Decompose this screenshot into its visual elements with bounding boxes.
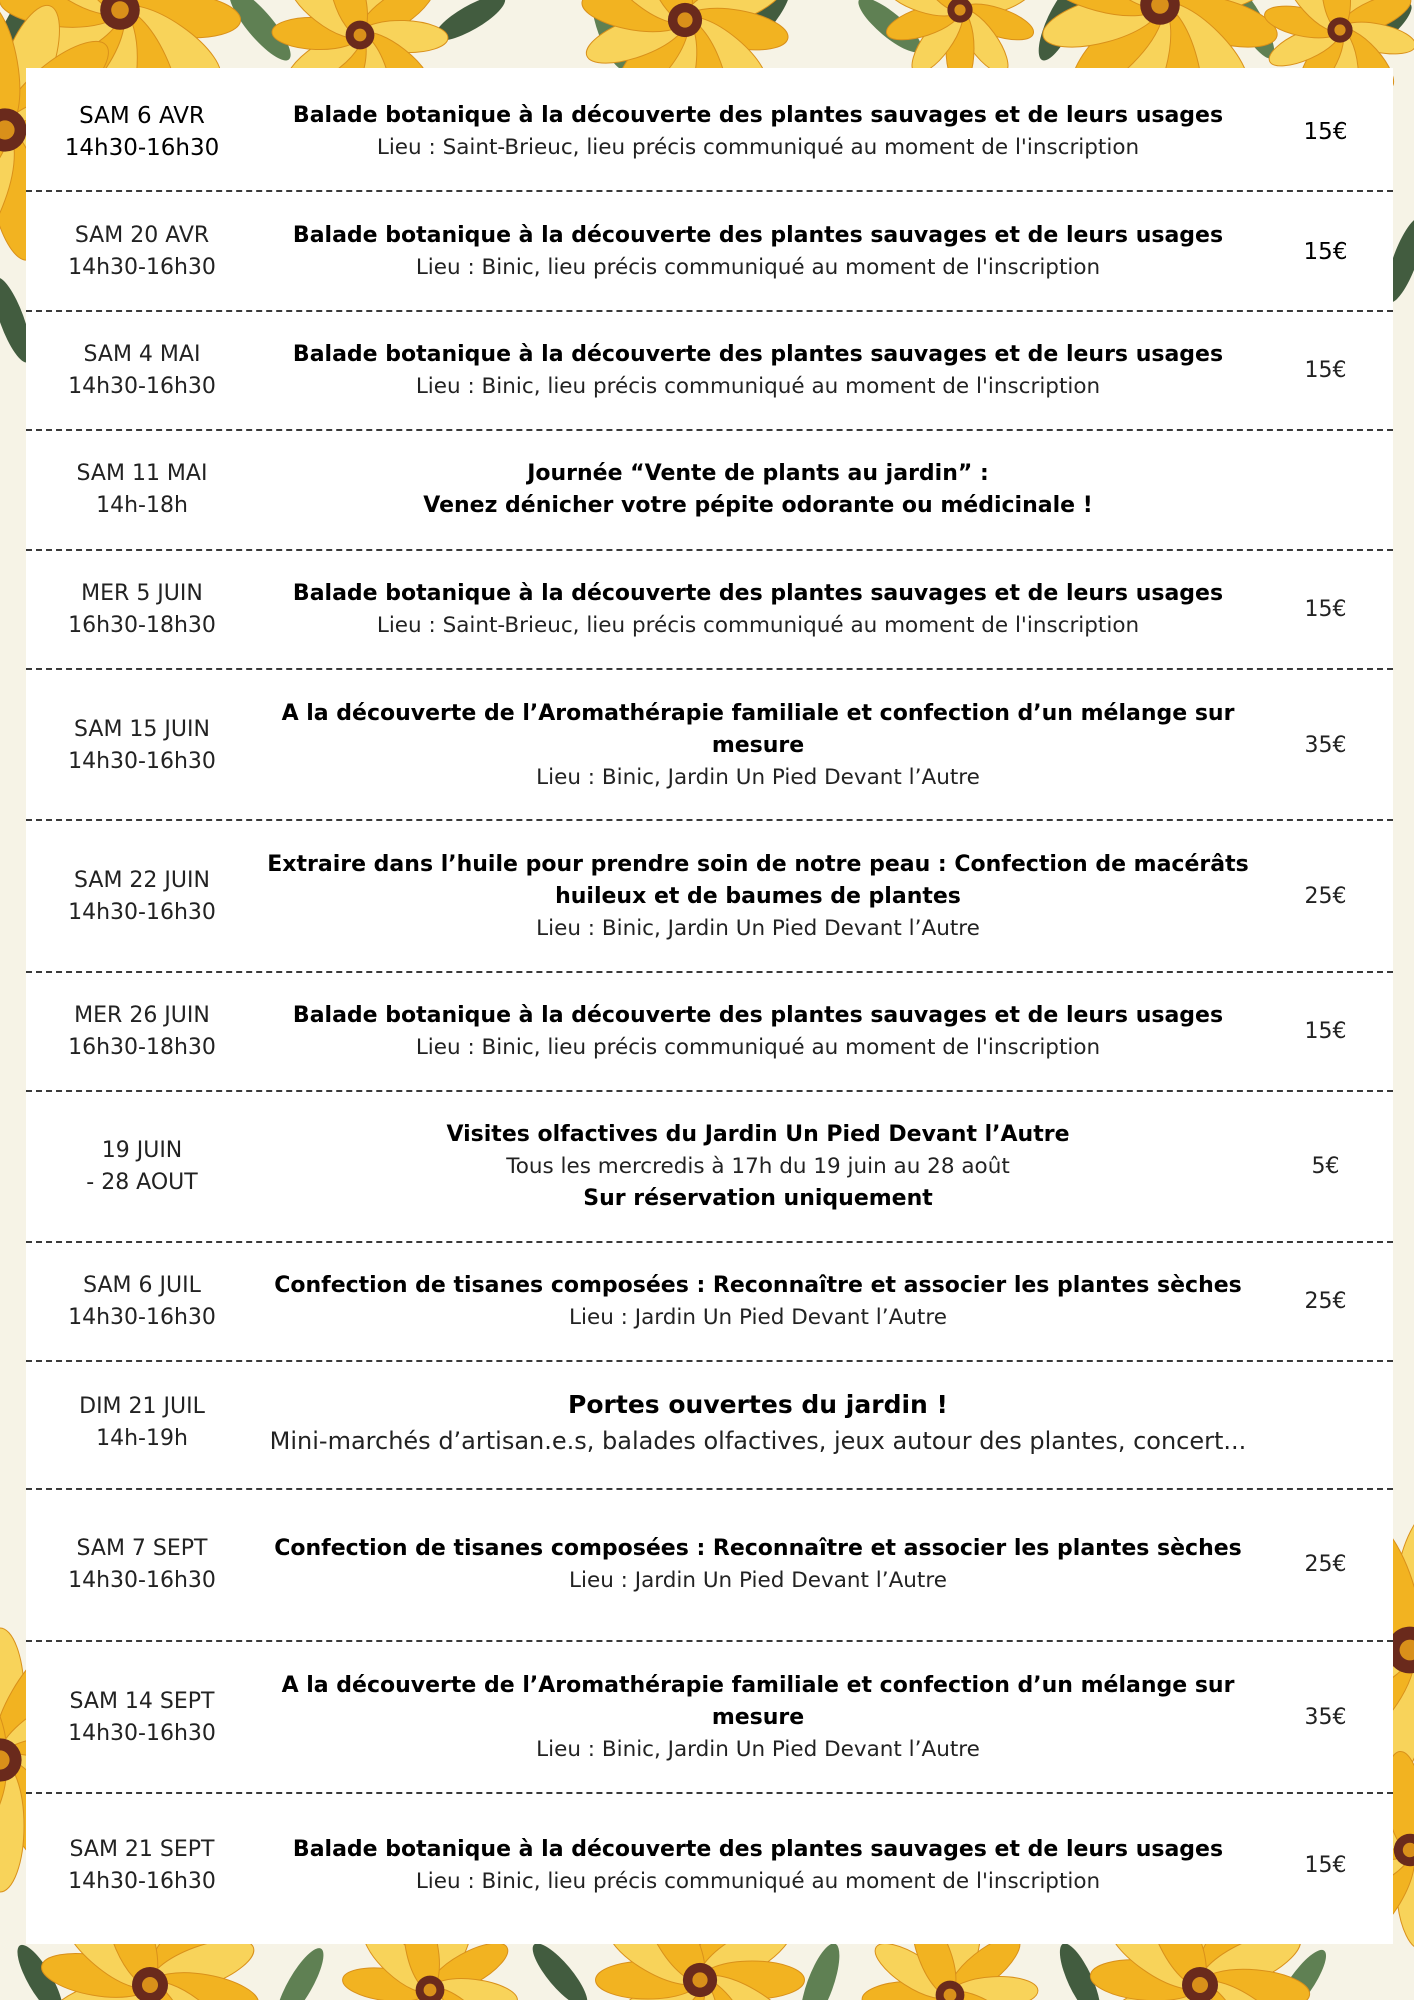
- event-description: [258, 1119, 1258, 1215]
- event-row: [26, 839, 1393, 955]
- event-price: 15€: [1304, 1853, 1347, 1878]
- event-title: Balade botanique à la découverte des plantes sauvages et de leurs usages: [292, 223, 1224, 248]
- flower-center-dot: [1192, 1977, 1208, 1993]
- event-row: [26, 688, 1393, 804]
- event-datetime: [26, 865, 258, 929]
- event-location: Lieu : Jardin Un Pied Devant l’Autre: [569, 1305, 947, 1330]
- event-datetime: [26, 458, 258, 522]
- event-description: [258, 698, 1258, 794]
- row-divider: [26, 1360, 1393, 1362]
- event-title-continued: mesure: [711, 1705, 805, 1730]
- leaf-shape: [525, 1937, 595, 2000]
- event-description: [258, 578, 1258, 642]
- event-datetime: [26, 578, 258, 642]
- event-title: A la découverte de l’Aromathérapie familiale et confection d’un mélange sur: [281, 701, 1235, 726]
- row-divider: [26, 310, 1393, 312]
- event-price: 35€: [1304, 1705, 1347, 1730]
- event-row: [26, 210, 1393, 294]
- event-row: [26, 1109, 1393, 1225]
- event-description: [258, 849, 1258, 945]
- event-title: Balade botanique à la découverte des plantes sauvages et de leurs usages: [292, 1837, 1224, 1862]
- event-description: [258, 1670, 1258, 1766]
- event-time: 16h30-18h30: [68, 1035, 216, 1060]
- event-row: [26, 990, 1393, 1074]
- event-title: Confection de tisanes composées : Reconnaître et associer les plantes sèches: [274, 1273, 1242, 1298]
- event-datetime: [26, 1834, 258, 1898]
- leaf-shape: [269, 1943, 332, 2000]
- leaf-shape: [793, 1939, 848, 2000]
- event-title-continued: Venez dénicher votre pépite odorante ou médicinale !: [423, 493, 1093, 518]
- event-description: [258, 100, 1258, 164]
- flower-center-dot: [954, 4, 965, 15]
- event-price: 15€: [1304, 358, 1347, 383]
- event-price: 25€: [1304, 1289, 1347, 1314]
- event-title: Balade botanique à la découverte des plantes sauvages et de leurs usages: [292, 342, 1224, 367]
- row-divider: [26, 429, 1393, 431]
- event-time: 14h30-16h30: [68, 749, 216, 774]
- event-time: 14h30-16h30: [68, 1568, 216, 1593]
- event-title-continued: huileux et de baumes de plantes: [555, 884, 961, 909]
- event-location: Lieu : Binic, Jardin Un Pied Devant l’Autre: [536, 765, 980, 790]
- row-divider: [26, 819, 1393, 821]
- event-location: Lieu : Saint-Brieuc, lieu précis communiqué au moment de l'inscription: [376, 613, 1140, 638]
- event-date: SAM 6 AVR: [79, 103, 205, 129]
- event-price: 15€: [1304, 1019, 1347, 1044]
- row-divider: [26, 190, 1393, 192]
- event-title: Journée “Vente de plants au jardin” :: [527, 461, 989, 486]
- event-time: 14h30-16h30: [68, 255, 216, 280]
- event-datetime: [26, 1533, 258, 1597]
- event-title: Balade botanique à la découverte des plantes sauvages et de leurs usages: [292, 1003, 1224, 1028]
- row-divider: [26, 1241, 1393, 1243]
- event-time: 14h-18h: [96, 493, 188, 518]
- event-datetime: [26, 100, 258, 164]
- flower-center-dot: [142, 1977, 158, 1993]
- event-title: Balade botanique à la découverte des plantes sauvages et de leurs usages: [292, 581, 1224, 606]
- event-time: 14h30-16h30: [68, 1721, 216, 1746]
- event-row: [26, 568, 1393, 652]
- event-price: 15€: [1303, 239, 1348, 265]
- event-row: [26, 1660, 1393, 1776]
- flower-center-dot: [1334, 24, 1345, 35]
- event-row: [26, 1260, 1393, 1344]
- event-date: SAM 21 SEPT: [69, 1837, 215, 1862]
- event-row: [26, 1378, 1393, 1468]
- event-description: [258, 1000, 1258, 1064]
- row-divider: [26, 971, 1393, 973]
- event-row: [26, 1523, 1393, 1607]
- event-price: 15€: [1304, 597, 1347, 622]
- event-description: [258, 1834, 1258, 1898]
- event-description: [258, 220, 1258, 284]
- event-location: Lieu : Jardin Un Pied Devant l’Autre: [569, 1568, 947, 1593]
- event-date: MER 26 JUIN: [74, 1003, 210, 1028]
- event-title: A la découverte de l’Aromathérapie familiale et confection d’un mélange sur: [281, 1673, 1235, 1698]
- event-date: SAM 20 AVR: [74, 223, 210, 248]
- event-price: 15€: [1303, 119, 1348, 145]
- event-date: MER 5 JUIN: [81, 581, 203, 606]
- event-title: Extraire dans l’huile pour prendre soin de notre peau : Confection de macérâts: [267, 852, 1249, 877]
- event-row: [26, 448, 1393, 532]
- event-row: [26, 329, 1393, 413]
- flower-center-dot: [424, 1984, 437, 1997]
- event-time: 14h30-16h30: [68, 900, 216, 925]
- event-description: [258, 339, 1258, 403]
- event-title: Portes ouvertes du jardin !: [568, 1390, 948, 1419]
- event-time: 14h30-16h30: [64, 135, 220, 161]
- event-date: SAM 6 JUIL: [83, 1273, 201, 1298]
- event-description: [258, 458, 1258, 522]
- row-divider: [26, 668, 1393, 670]
- row-divider: [26, 1792, 1393, 1794]
- events-schedule-card: [26, 68, 1393, 1944]
- event-datetime: [26, 1686, 258, 1750]
- event-price: 25€: [1304, 1552, 1347, 1577]
- event-location: Lieu : Binic, Jardin Un Pied Devant l’Autre: [536, 916, 980, 941]
- row-divider: [26, 1488, 1393, 1490]
- event-time: 14h30-16h30: [68, 1305, 216, 1330]
- event-row: [26, 1824, 1393, 1908]
- flower-center-dot: [354, 29, 367, 42]
- event-description: [258, 1533, 1258, 1597]
- event-time: 16h30-18h30: [68, 613, 216, 638]
- event-date: SAM 7 SEPT: [76, 1536, 208, 1561]
- event-schedule-note: Tous les mercredis à 17h du 19 juin au 28 août: [506, 1154, 1010, 1179]
- event-date: SAM 22 JUIN: [74, 868, 210, 893]
- row-divider: [26, 549, 1393, 551]
- event-description: [258, 1270, 1258, 1334]
- event-time: 14h30-16h30: [68, 1869, 216, 1894]
- event-date: SAM 15 JUIN: [74, 717, 210, 742]
- event-time: - 28 AOUT: [86, 1170, 198, 1195]
- event-description: [258, 1387, 1258, 1459]
- event-title: Confection de tisanes composées : Reconnaître et associer les plantes sèches: [274, 1536, 1242, 1561]
- event-date: DIM 21 JUIL: [79, 1394, 205, 1419]
- event-title: Balade botanique à la découverte des plantes sauvages et de leurs usages: [292, 103, 1224, 128]
- event-datetime: [26, 1000, 258, 1064]
- event-location: Lieu : Saint-Brieuc, lieu précis communiqué au moment de l'inscription: [376, 135, 1140, 160]
- event-title-continued: mesure: [711, 733, 805, 758]
- event-price: 25€: [1304, 884, 1347, 909]
- event-date: SAM 11 MAI: [76, 461, 208, 486]
- event-row: [26, 90, 1393, 174]
- event-datetime: [26, 714, 258, 778]
- event-title: Visites olfactives du Jardin Un Pied Devant l’Autre: [446, 1122, 1070, 1147]
- event-subtitle: Mini-marchés d’artisan.e.s, balades olfactives, jeux autour des plantes, concert...: [269, 1427, 1247, 1455]
- row-divider: [26, 1640, 1393, 1642]
- row-divider: [26, 1090, 1393, 1092]
- event-datetime: [26, 1270, 258, 1334]
- event-location: Lieu : Binic, lieu précis communiqué au moment de l'inscription: [415, 255, 1101, 280]
- event-datetime: [26, 1391, 258, 1455]
- event-reservation-note: Sur réservation uniquement: [583, 1186, 933, 1211]
- event-time: 14h-19h: [96, 1426, 188, 1451]
- flower-center-dot: [692, 1972, 707, 1987]
- event-time: 14h30-16h30: [68, 374, 216, 399]
- event-datetime: [26, 339, 258, 403]
- event-location: Lieu : Binic, lieu précis communiqué au moment de l'inscription: [415, 1035, 1101, 1060]
- flower-center-dot: [111, 1, 129, 19]
- event-datetime: [26, 220, 258, 284]
- flower-center-dot: [677, 12, 692, 27]
- event-location: Lieu : Binic, Jardin Un Pied Devant l’Autre: [536, 1737, 980, 1762]
- event-date: SAM 4 MAI: [83, 342, 201, 367]
- event-location: Lieu : Binic, lieu précis communiqué au moment de l'inscription: [415, 374, 1101, 399]
- event-date: SAM 14 SEPT: [69, 1689, 215, 1714]
- event-datetime: [26, 1135, 258, 1199]
- event-price: 5€: [1311, 1154, 1340, 1179]
- event-price: 35€: [1304, 733, 1347, 758]
- event-date: 19 JUIN: [101, 1138, 183, 1163]
- event-location: Lieu : Binic, lieu précis communiqué au moment de l'inscription: [415, 1869, 1101, 1894]
